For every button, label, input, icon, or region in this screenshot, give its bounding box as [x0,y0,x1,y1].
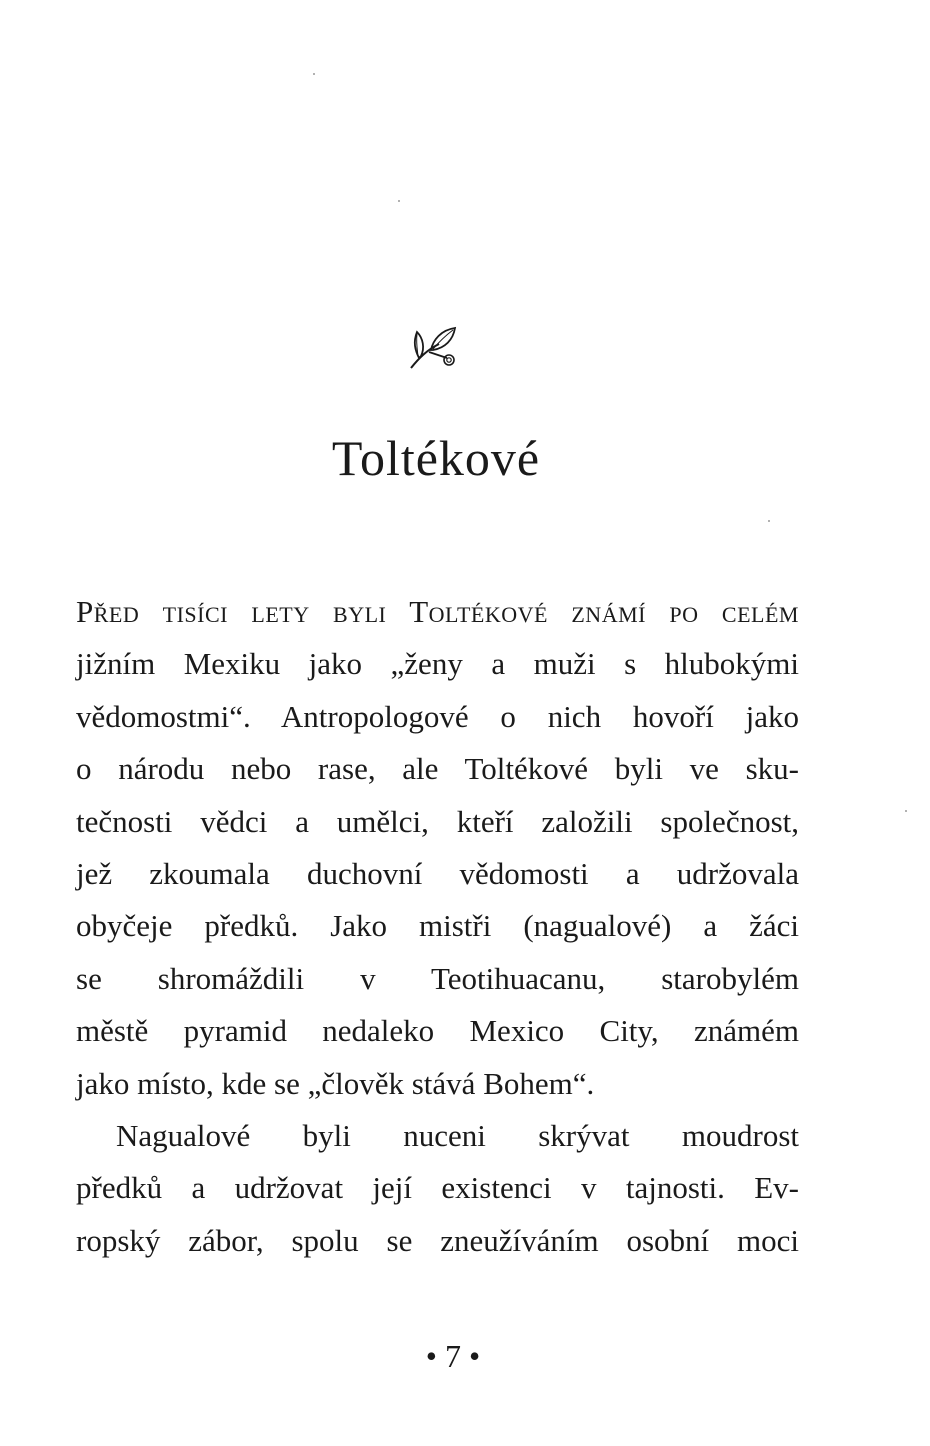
text-line: jižním Mexiku jako „ženy a muži s hlubokými [76,646,799,682]
body-text [76,586,799,1267]
text-line: předků a udržovat její existenci v tajnosti. Ev- [76,1170,799,1206]
text-line: Nagualové byli nuceni skrývat moudrost [116,1117,799,1153]
paper-speck [905,810,907,812]
chapter-title: Toltékové [331,430,541,486]
paper-speck [313,73,315,75]
page-number: • 7 • [425,1338,481,1374]
leaf-sprig-icon [405,322,459,370]
paper-speck [398,200,400,202]
text-line: jež zkoumala duchovní vědomosti a udržovala [76,855,799,891]
text-line: jako místo, kde se „člověk stává Bohem“. [76,1065,595,1101]
text-line: o národu nebo rase, ale Toltékové byli ve sku- [76,751,799,787]
text-line: se shromáždili v Teotihuacanu, starobylém [76,960,799,996]
paper-speck [768,520,770,522]
text-line: Před tisíci lety byli Toltékové známí po celém [76,594,799,629]
text-line: tečnosti vědci a umělci, kteří založili společnost, [76,803,799,839]
text-line: obyčeje předků. Jako mistři (nagualové) a žáci [76,908,799,944]
text-line: ropský zábor, spolu se zneužíváním osobní moci [76,1222,799,1258]
text-line: vědomostmi“. Antropologové o nich hovoří jako [76,698,799,734]
text-line: městě pyramid nedaleko Mexico City, známém [76,1013,799,1049]
